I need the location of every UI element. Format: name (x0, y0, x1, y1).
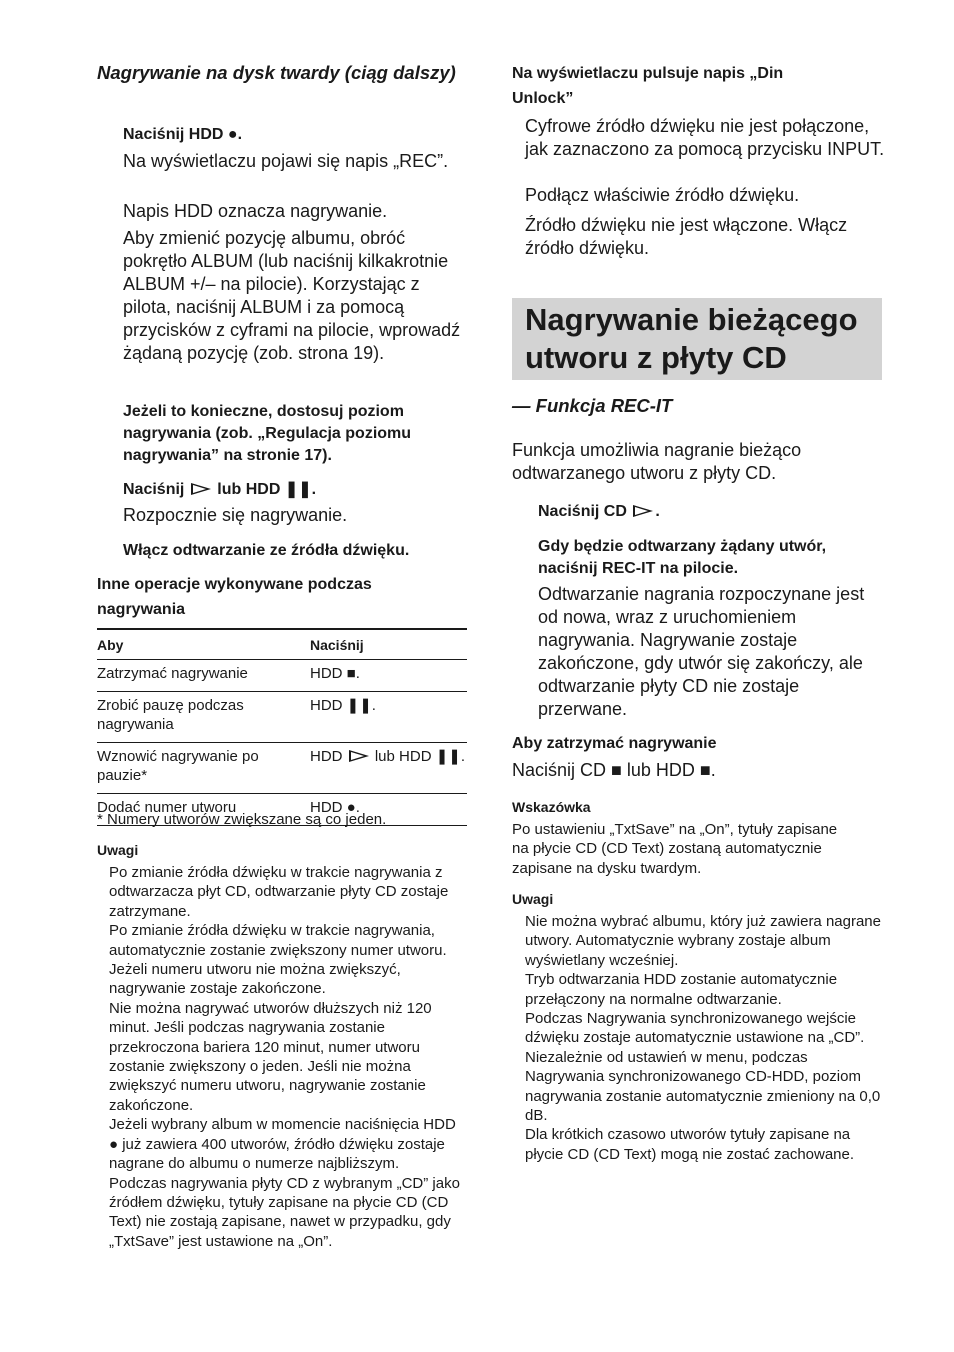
din-unlock-text-1: Cyfrowe źródło dźwięku nie jest połączone, jak zaznaczono za pomocą przycisku INPUT. (525, 116, 885, 159)
table-cell: HDD ●. (310, 794, 467, 826)
stop-text: Naciśnij CD ■ lub HDD ■. (512, 760, 716, 780)
step7-heading-b: lub HDD ❚❚. (217, 481, 317, 498)
din-unlock-text-2: Podłącz właściwie źródło dźwięku. (525, 185, 800, 205)
step7-text: Rozpocznie się nagrywanie. (123, 505, 348, 525)
table-cell (310, 743, 467, 794)
tip-text: Po ustawieniu „TxtSave” na „On”, tytuły zapisane na płycie CD (CD Text) zostaną automatycznie zapisane na dysku twardym. (512, 821, 838, 877)
table-cell-text: lub HDD ❚❚. (374, 748, 465, 765)
table-cell: HDD ❚❚. (310, 692, 467, 743)
table-header-aby: Aby (97, 629, 310, 660)
table-row (97, 660, 467, 692)
note-item: Po zmianie źródła dźwięku w trakcie nagrywania z odtwarzacza płyt CD, odtwarzanie płyty CD zostaje zatrzymane. (109, 864, 449, 920)
banner-title: Nagrywanie bieżącego utworu z płyty CD (525, 302, 858, 375)
step8-heading: Włącz odtwarzanie ze źródła dźwięku. (123, 542, 410, 559)
ops-table (97, 628, 467, 826)
note-item: Jeżeli wybrany album w momencie naciśnięcia HDD ● już zawiera 400 utworów, źródło dźwięku zostaje nagrane do albumu o numerze najbliższym. (109, 1116, 456, 1173)
step6-heading: Jeżeli to konieczne, dostosuj poziom nagrywania (zob. „Regulacja poziomu nagrywania” na stronie 17). (123, 403, 412, 464)
intro-text: Funkcja umożliwia nagranie bieżąco odtwarzanego utworu z płyty CD. (512, 440, 802, 483)
step5-text-1: Na wyświetlaczu pojawi się napis „REC”. (123, 151, 449, 171)
note-item: Podczas nagrywania płyty CD z wybranym „CD” jako źródłem dźwięku, tytuły zapisane na płycie CD (CD Text) nie zostają zapisane, nawet w przypadku, gdy „TxtSave” jest ustawione na „On”. (109, 1174, 460, 1250)
din-unlock-heading: Na wyświetlaczu pulsuje napis „Din Unlock” (512, 65, 784, 107)
note-item: Podczas Nagrywania synchronizowanego wejście dźwięku zostaje automatycznie ustawione na „CD”. (525, 1010, 865, 1047)
table-cell: HDD ■. (310, 660, 467, 692)
step2-heading: Gdy będzie odtwarzany żądany utwór, naciśnij REC-IT na pilocie. (538, 538, 827, 577)
table-cell: Wznowić nagrywanie po pauzie* (97, 743, 310, 794)
subtitle: — Funkcja REC-IT (512, 395, 673, 416)
table-cell: Zrobić pauzę podczas nagrywania (97, 692, 310, 743)
note-item: Niezależnie od ustawień w menu, podczas Nagrywania synchronizowanego CD-HDD, poziom nagrywania zostanie automatycznie zmieniony na 0,0 dB. (525, 1048, 881, 1125)
note-item: Tryb odtwarzania HDD zostanie automatycznie przełączony na normalne odtwarzanie. (525, 971, 838, 1008)
stop-heading: Aby zatrzymać nagrywanie (512, 735, 717, 752)
note-item: Nie można nagrywać utworów dłuższych niż 120 minut. Jeśli podczas nagrywania zostanie przekroczona bariera 120 minut, numer utworu zostanie zwiększony o jeden. Jeśli nie można zwiększyć numeru utworu, nagrywanie zostanie zakończone. (109, 999, 432, 1114)
din-unlock-text-3: Źródło dźwięku nie jest włączone. Włącz źródło dźwięku. (525, 215, 848, 258)
notes-heading: Uwagi (97, 842, 139, 858)
section-banner (512, 298, 882, 380)
play-icon (633, 505, 653, 517)
table-row (97, 692, 467, 743)
table-header-nacisnij: Naciśnij (310, 629, 467, 660)
step7-heading-a: Naciśnij (123, 481, 185, 498)
play-icon (349, 750, 369, 762)
tip-heading: Wskazówka (512, 799, 591, 815)
play-icon (191, 483, 211, 495)
footnote: * Numery utworów zwiększane są co jeden. (97, 811, 387, 828)
step7-heading (123, 479, 467, 501)
table-cell-text: HDD (310, 748, 343, 765)
note-item: Nie można wybrać albumu, który już zawiera nagrane utwory. Automatycznie wybrany zostaje album wyświetlany wcześniej. (525, 913, 881, 969)
table-cell: Dodać numer utworu (97, 794, 310, 826)
section-title: Nagrywanie na dysk twardy (ciąg dalszy) (97, 62, 456, 83)
step5-text-2: Napis HDD oznacza nagrywanie. (123, 201, 388, 221)
table-row (97, 743, 467, 794)
step5-text-3: Aby zmienić pozycję albumu, obróć pokrętło ALBUM (lub naciśnij kilkakrotnie ALBUM +/– na pilocie). Korzystając z pilota, naciśnij ALBUM i za pomocą przycisków z cyframi na pilocie, wprowadź żądaną pozycję (zob. strona 19). (123, 228, 461, 363)
ops-title: Inne operacje wykonywane podczas nagrywania (97, 576, 372, 618)
notes-heading: Uwagi (512, 891, 554, 907)
table-cell: Zatrzymać nagrywanie (97, 660, 310, 692)
step2-text: Odtwarzanie nagrania rozpoczynane jest od nowa, wraz z uruchomieniem nagrywania. Nagrywanie zostaje zakończone, gdy utwór się zakończy, ale odtwarzanie płyty CD nie zostaje przerwane. (538, 584, 865, 719)
note-item: Dla krótkich czasowo utworów tytuły zapisane na płycie CD (CD Text) mogą nie zostać zachowane. (525, 1126, 855, 1163)
step5-heading: Naciśnij HDD ●. (123, 126, 243, 143)
step1-heading-text: Naciśnij CD (538, 503, 627, 520)
note-item: Po zmianie źródła dźwięku w trakcie nagrywania, automatycznie zostanie zwiększony numer utworu. Jeżeli numeru utworu nie można zwiększyć, nagrywanie zostaje zakończone. (109, 922, 447, 998)
step1-heading: Naciśnij CD . (538, 503, 660, 520)
notes-list (525, 912, 885, 1164)
notes-list (109, 863, 467, 1251)
